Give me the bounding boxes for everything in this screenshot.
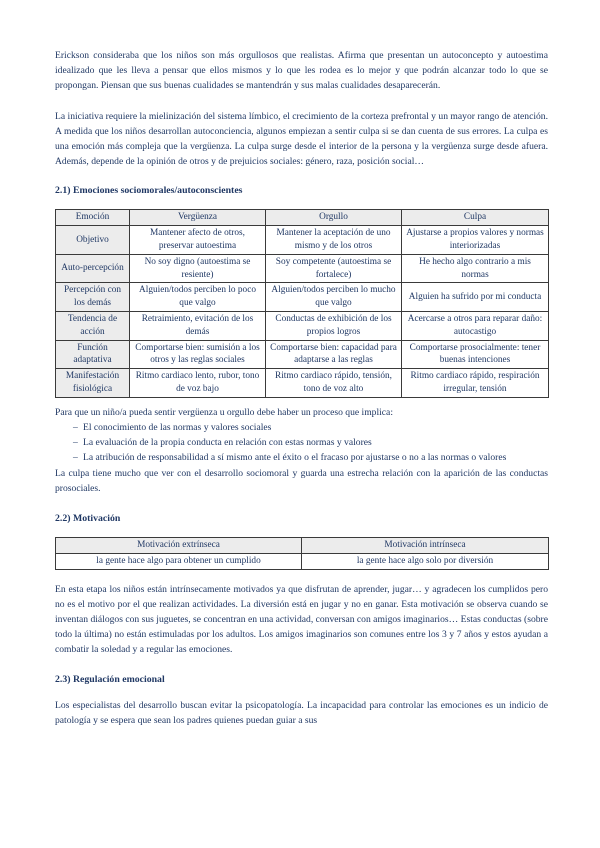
row-label-cell: Percepción con los demás — [56, 283, 130, 312]
table-cell: Alguien/todos perciben lo poco que valgo — [130, 283, 266, 312]
column-header-verguenza: Vergüenza — [130, 210, 266, 226]
table-cell: Ajustarse a propios valores y normas interiorizadas — [402, 226, 549, 255]
bullet-marker: – — [73, 452, 78, 464]
table-cell: Mantener afecto de otros, preservar autoestima — [130, 226, 266, 255]
column-header-extrinseca: Motivación extrínseca — [56, 538, 302, 554]
process-bullet-list — [73, 420, 548, 466]
column-header-emocion: Emoción — [56, 210, 130, 226]
row-label-cell: Objetivo — [56, 226, 130, 255]
bullet-text: La atribución de responsabilidad a sí mismo ante el éxito o el fracaso por ajustarse o no a las normas o valores — [83, 452, 507, 464]
table-row-percepcion-demas — [56, 283, 549, 312]
table-cell: Ritmo cardiaco rápido, tensión, tono de voz alto — [266, 369, 402, 398]
bullet-text: El conocimiento de las normas y valores sociales — [83, 421, 272, 433]
column-header-orgullo: Orgullo — [266, 210, 402, 226]
bullet-item — [73, 420, 548, 435]
table-cell: Comportarse bien: capacidad para adaptarse a las reglas — [266, 340, 402, 369]
motivation-table-row — [56, 553, 549, 569]
paragraph-erickson: Erickson consideraba que los niños son más orgullosos que realistas. Afirma que presentan un autoconcepto y autoestima idealizado que les lleva a pensar que ellos mismos y lo que les rodea es lo mejor y que podrán alcanzar todo lo que se propongan. Piensan que sus buenas cualidades se mantendrán y sus malas cualidades desaparecerán. — [55, 50, 548, 92]
table-cell: Soy competente (autoestima se fortalece) — [266, 254, 402, 283]
table-cell: He hecho algo contrario a mis normas — [402, 254, 549, 283]
heading-regulacion-emocional: 2.3) Regulación emocional — [55, 673, 165, 685]
bullet-marker: – — [73, 421, 78, 433]
table-cell: Ritmo cardiaco lento, rubor, tono de voz bajo — [130, 369, 266, 398]
bullet-item — [73, 450, 548, 465]
heading-emociones-sociomorales: 2.1) Emociones sociomorales/autoconscientes — [55, 185, 243, 197]
row-label-cell: Auto-percepción — [56, 254, 130, 283]
table-cell: Mantener la aceptación de uno mismo y de los otros — [266, 226, 402, 255]
table-cell: Ritmo cardiaco rápido, respiración irregular, tensión — [402, 369, 549, 398]
bullet-marker: – — [73, 437, 78, 449]
culpa-closing-paragraph: La culpa tiene mucho que ver con el desarrollo sociomoral y guarda una estrecha relación con la aparición de las conductas prosociales. — [55, 467, 548, 494]
paragraph-motivacion: En esta etapa los niños están intrínsecamente motivados ya que disfrutan de aprender, jugar… y agradecen los cumplidos pero no es el motivo por el que realizan actividades. La diversión está en jugar y no en ganar. Esta motivación se observa cuando se inventan diálogos con sus juguetes, se concentran en una actividad, conversan con amigos imaginarios… Estas conductas (sobre todo la última) no están estimuladas por los adultos. Los amigos imaginarios son comunes entre los 3 y 7 años y estos ayudan a combatir la soledad y a regular las emociones. — [55, 583, 548, 656]
emotions-table-header-row — [56, 210, 549, 226]
table-cell: Acercarse a otros para reparar daño: autocastigo — [402, 312, 549, 341]
row-label-cell: Tendencia de acción — [56, 312, 130, 341]
table-cell: Comportarse prosocialmente: tener buenas intenciones — [402, 340, 549, 369]
table-row-manifestacion-fisiologica — [56, 369, 549, 398]
heading-motivacion: 2.2) Motivación — [55, 513, 121, 524]
table-cell: Comportarse bien: sumisión a los otros y las reglas sociales — [130, 340, 266, 369]
row-label-cell: Función adaptativa — [56, 340, 130, 369]
table-cell: Retraimiento, evitación de los demás — [130, 312, 266, 341]
table-row-funcion-adaptativa — [56, 340, 549, 369]
bullet-text: La evaluación de la propia conducta en relación con estas normas y valores — [83, 437, 372, 449]
table-row-objetivo — [56, 226, 549, 255]
table-row-autopercepcion — [56, 254, 549, 283]
table-row-tendencia-accion — [56, 312, 549, 341]
emotions-table — [55, 209, 549, 397]
table-cell: la gente hace algo solo por diversión — [302, 553, 549, 569]
process-intro: Para que un niño/a pueda sentir vergüenza u orgullo debe haber un proceso que implica: — [55, 406, 393, 418]
paragraph-regulacion: Los especialistas del desarrollo buscan evitar la psicopatología. La incapacidad para controlar las emociones es un indicio de patología y se espera que sean los padres quienes puedan guiar a sus — [55, 699, 548, 726]
table-cell: Alguien/todos perciben lo mucho que valgo — [266, 283, 402, 312]
table-cell: la gente hace algo para obtener un cumplido — [56, 553, 302, 569]
motivation-table — [55, 537, 549, 570]
column-header-intrinseca: Motivación intrínseca — [302, 538, 549, 554]
column-header-culpa: Culpa — [402, 210, 549, 226]
table-cell: Alguien ha sufrido por mi conducta — [402, 283, 549, 312]
paragraph-iniciativa: La iniciativa requiere la mielinización del sistema límbico, el crecimiento de la corteza prefrontal y un mayor rango de atención. A medida que los niños desarrollan autoconciencia, algunos empiezan a sentir culpa si se dan cuenta de sus errores. La culpa es una emoción más compleja que la vergüenza. La culpa surge desde el interior de la persona y la vergüenza surge desde afuera. Además, depende de la opinión de otros y de prejuicios sociales: género, raza, posición social… — [55, 110, 548, 168]
table-cell: Conductas de exhibición de los propios logros — [266, 312, 402, 341]
table-cell: No soy digno (autoestima se resiente) — [130, 254, 266, 283]
bullet-item — [73, 435, 548, 450]
motivation-table-header-row — [56, 538, 549, 554]
row-label-cell: Manifestación fisiológica — [56, 369, 130, 398]
